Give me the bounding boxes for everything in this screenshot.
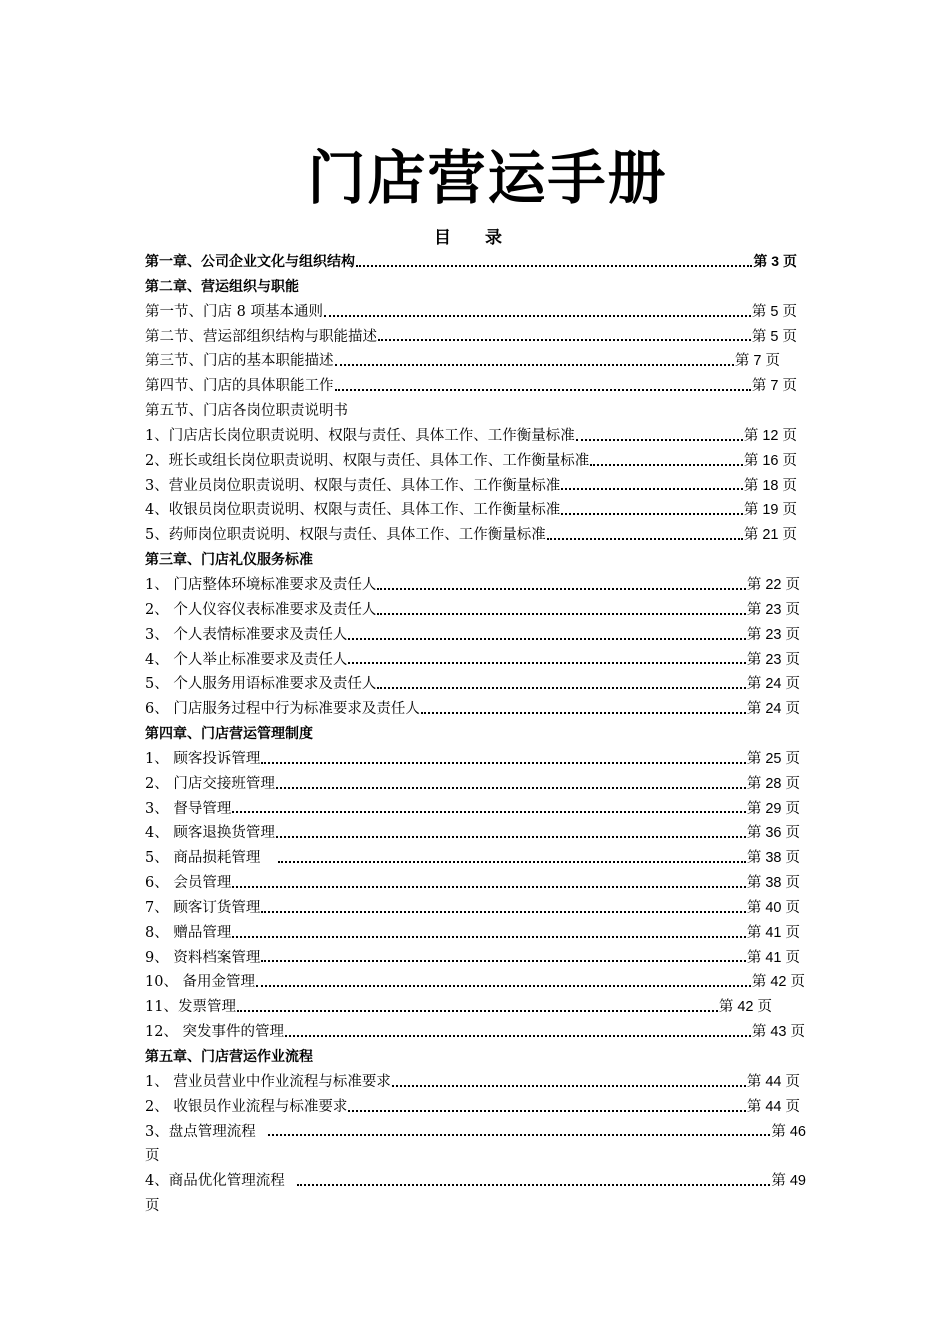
toc-page-number: 43: [766, 1024, 791, 1041]
toc-leader-dots: [268, 1134, 771, 1136]
toc-entry[interactable]: [145, 747, 800, 772]
toc-page-number: 38: [761, 850, 786, 867]
toc-page-number: 42: [766, 974, 791, 991]
toc-page-number: 23: [761, 626, 786, 643]
toc-entry-label: 1、门店店长岗位职责说明、权限与责任、具体工作、工作衡量标准: [145, 427, 575, 444]
toc-entry-label: 2、 个人仪容仪表标准要求及责任人: [145, 601, 377, 618]
toc-entry-label: 4、商品优化管理流程: [145, 1173, 285, 1190]
toc-entry[interactable]: [145, 797, 800, 822]
toc-leader-dots: [590, 464, 743, 466]
toc-page-number: 21: [758, 527, 783, 544]
toc-page-number: 42: [733, 999, 758, 1016]
toc-page-number: 22: [761, 576, 786, 593]
toc-entry-label: 2、 收银员作业流程与标准要求: [145, 1098, 348, 1115]
toc-entry[interactable]: [145, 1169, 806, 1194]
toc-entry[interactable]: [145, 598, 800, 623]
toc-page-ref: 第 22 页: [746, 576, 800, 593]
toc-leader-dots: [377, 687, 745, 689]
toc-page-number: 46: [785, 1123, 806, 1140]
toc-entry[interactable]: [145, 672, 800, 697]
toc-leader-dots: [256, 985, 751, 987]
toc-entry[interactable]: [145, 300, 797, 325]
toc-entry[interactable]: [145, 648, 800, 673]
toc-page-ref: 第 38 页: [746, 875, 800, 892]
toc-page-ref: 第 12 页: [743, 427, 797, 444]
toc-leader-dots: [576, 439, 743, 441]
toc-leader-dots: [561, 488, 743, 490]
toc-entry[interactable]: [145, 523, 797, 548]
toc-entry-label: 第五章、门店营运作业流程: [145, 1049, 313, 1065]
toc-entry[interactable]: [145, 325, 797, 350]
toc-leader-dots: [232, 936, 745, 938]
toc-entry-label: 3、营业员岗位职责说明、权限与责任、具体工作、工作衡量标准: [145, 477, 561, 494]
toc-leader-dots: [561, 513, 743, 515]
toc-leader-dots: [237, 1010, 718, 1012]
toc-entry-label: 3、 个人表情标准要求及责任人: [145, 626, 348, 643]
toc-leader-dots: [261, 911, 745, 913]
toc-entry[interactable]: [145, 946, 800, 971]
toc-page-number: 24: [761, 701, 786, 718]
toc-leader-dots: [421, 712, 746, 714]
toc-leader-dots: [276, 836, 746, 838]
toc-entry-label: 2、 门店交接班管理: [145, 775, 275, 792]
toc-page-number: 41: [761, 949, 786, 966]
toc-leader-dots: [392, 1085, 746, 1087]
toc-page-ref: 第 44 页: [746, 1073, 800, 1090]
toc-entry-label: 12、 突发事件的管理: [145, 1024, 285, 1041]
toc-leader-dots: [261, 762, 745, 764]
toc-entry-label: 6、 会员管理: [145, 875, 232, 892]
toc-page-number: 7: [766, 378, 783, 395]
toc-page-number: 25: [761, 750, 786, 767]
toc-entry-label: 5、 商品损耗管理: [145, 850, 261, 867]
toc-page-ref: 第 23 页: [746, 626, 800, 643]
toc-entry-label: 8、 赠品管理: [145, 924, 232, 941]
toc-entry[interactable]: [145, 970, 805, 995]
document-title: 门店营运手册: [307, 144, 668, 212]
toc-page-number: 5: [766, 328, 783, 345]
toc-page-number: 16: [758, 452, 783, 469]
toc-page-number: 23: [761, 601, 786, 618]
toc-page-number: 23: [761, 651, 786, 668]
toc-entry-label: 第四章、门店营运管理制度: [145, 726, 313, 743]
toc-entry[interactable]: [145, 995, 772, 1020]
toc-entry[interactable]: [145, 772, 800, 797]
toc-page-ref: 第 41 页: [746, 924, 800, 941]
toc-entry-label: 第三章、门店礼仪服务标准: [145, 552, 313, 569]
toc-page-number: 3: [767, 253, 783, 269]
toc-entry[interactable]: [145, 623, 800, 648]
toc-page-ref: 第 18 页: [743, 477, 797, 494]
toc-leader-dots: [285, 1035, 751, 1037]
toc-page-ref: 第 23 页: [746, 601, 800, 618]
toc-page-number: 24: [761, 676, 786, 693]
toc-page-ref: 第 49: [771, 1173, 806, 1190]
toc-entry-label: 第一章、公司企业文化与组织结构: [145, 254, 355, 270]
toc-chapter-entry[interactable]: [145, 722, 810, 747]
toc-entry[interactable]: [145, 871, 800, 896]
toc-entry-label: 4、 个人举止标准要求及责任人: [145, 651, 348, 668]
toc-page-number: 41: [761, 924, 786, 941]
toc-entry[interactable]: [145, 1020, 805, 1045]
toc-page-ref: 第 38 页: [746, 850, 800, 867]
toc-entry-label: 7、 顾客订货管理: [145, 899, 261, 916]
toc-entry[interactable]: [145, 349, 780, 374]
toc-leader-dots: [232, 886, 745, 888]
toc-page-number: 36: [761, 825, 786, 842]
toc-chapter-entry[interactable]: [145, 1045, 810, 1070]
toc-leader-dots: [261, 960, 745, 962]
toc-entry-label: 第二章、营运组织与职能: [145, 278, 299, 295]
toc-entry[interactable]: [145, 573, 800, 598]
toc-entry-label: 4、收银员岗位职责说明、权限与责任、具体工作、工作衡量标准: [145, 502, 561, 519]
toc-entry[interactable]: [145, 399, 810, 424]
toc-page-number: 29: [761, 800, 786, 817]
toc-entry[interactable]: [145, 846, 800, 871]
toc-page-ref: 第 44 页: [746, 1098, 800, 1115]
toc-page-number: 40: [761, 899, 786, 916]
toc-page-ref: 第 3 页: [753, 253, 797, 270]
toc-entry-label: 3、 督导管理: [145, 800, 232, 817]
toc-entry[interactable]: [145, 474, 797, 499]
toc-page-ref: 第 29 页: [746, 800, 800, 817]
toc-leader-dots: [356, 265, 752, 267]
toc-page-number: 7: [749, 353, 766, 370]
toc-entry-label: 2、班长或组长岗位职责说明、权限与责任、具体工作、工作衡量标准: [145, 452, 590, 469]
toc-page-ref: 第 43 页: [751, 1024, 805, 1041]
toc-page-number: 44: [761, 1098, 786, 1115]
toc-leader-dots: [297, 1184, 771, 1186]
toc-entry[interactable]: [145, 1070, 800, 1095]
toc-entry-label: 第二节、营运部组织结构与职能描述: [145, 328, 377, 345]
toc-heading: 目 录: [434, 228, 516, 248]
toc-page-suffix: 页: [145, 1198, 160, 1215]
toc-chapter-entry[interactable]: [145, 250, 797, 275]
toc-page-ref: 第 21 页: [743, 527, 797, 544]
toc-leader-dots: [547, 538, 743, 540]
toc-page-ref: 第 7 页: [734, 353, 780, 370]
toc-entry-label: 第四节、门店的具体职能工作: [145, 378, 334, 395]
toc-entry-label: 第五节、门店各岗位职责说明书: [145, 403, 348, 420]
toc-entry-label: 1、 营业员营业中作业流程与标准要求: [145, 1073, 391, 1090]
toc-page-ref: 第 5 页: [751, 303, 797, 320]
toc-page-suffix: 页: [145, 1148, 160, 1165]
toc-entry[interactable]: [145, 921, 800, 946]
toc-entry-label: 第三节、门店的基本职能描述: [145, 353, 334, 370]
toc-page-number: 38: [761, 875, 786, 892]
toc-entry[interactable]: [145, 498, 797, 523]
toc-entry[interactable]: [145, 449, 797, 474]
toc-entry-label: 1、 门店整体环境标准要求及责任人: [145, 576, 377, 593]
toc-entry[interactable]: [145, 1120, 806, 1145]
toc-page-ref: 第 5 页: [751, 328, 797, 345]
toc-page-number: 49: [785, 1173, 806, 1190]
toc-entry[interactable]: [145, 697, 800, 722]
toc-entry[interactable]: [145, 896, 800, 921]
toc-page-ref: 第 16 页: [743, 452, 797, 469]
toc-leader-dots: [276, 787, 746, 789]
toc-page-ref: 第 46: [771, 1123, 806, 1140]
toc-page-number: 28: [761, 775, 786, 792]
toc-leader-dots: [324, 315, 751, 317]
toc-page-ref: 第 24 页: [746, 701, 800, 718]
toc-leader-dots: [348, 638, 745, 640]
toc-page-number: 19: [758, 502, 783, 519]
toc-leader-dots: [232, 811, 745, 813]
toc-entry-label: 5、 个人服务用语标准要求及责任人: [145, 676, 377, 693]
toc-entry[interactable]: [145, 1095, 800, 1120]
toc-entry-label: 6、 门店服务过程中行为标准要求及责任人: [145, 701, 420, 718]
toc-entry[interactable]: [145, 821, 800, 846]
toc-page-ref: 第 24 页: [746, 676, 800, 693]
toc-entry-label: 第一节、门店 8 项基本通则: [145, 303, 323, 320]
toc-page-ref: 第 23 页: [746, 651, 800, 668]
table-of-contents: [145, 250, 810, 1219]
toc-chapter-entry[interactable]: [145, 548, 810, 573]
toc-leader-dots: [335, 364, 734, 366]
toc-page-number: 12: [758, 427, 783, 444]
toc-chapter-entry[interactable]: [145, 275, 810, 300]
toc-page-ref: 第 42 页: [718, 999, 772, 1016]
toc-page-number: 5: [766, 303, 783, 320]
toc-page-ref: 第 28 页: [746, 775, 800, 792]
toc-entry[interactable]: [145, 374, 797, 399]
toc-page-ref: 第 41 页: [746, 949, 800, 966]
toc-page-ref: 第 42 页: [751, 974, 805, 991]
toc-entry-label: 5、药师岗位职责说明、权限与责任、具体工作、工作衡量标准: [145, 527, 546, 544]
toc-entry-label: 11、发票管理: [145, 999, 236, 1016]
toc-page-ref: 第 7 页: [751, 378, 797, 395]
toc-entry-label: 3、盘点管理流程: [145, 1123, 256, 1140]
toc-leader-dots: [377, 613, 745, 615]
toc-leader-dots: [377, 588, 745, 590]
toc-page-number: 18: [758, 477, 783, 494]
toc-page-ref: 第 40 页: [746, 899, 800, 916]
toc-page-ref: 第 36 页: [746, 825, 800, 842]
toc-leader-dots: [278, 861, 745, 863]
toc-leader-dots: [335, 389, 751, 391]
toc-entry-label: 1、 顾客投诉管理: [145, 750, 261, 767]
toc-page-ref: 第 19 页: [743, 502, 797, 519]
toc-leader-dots: [348, 662, 745, 664]
toc-leader-dots: [378, 339, 751, 341]
toc-entry-label: 9、 资料档案管理: [145, 949, 261, 966]
toc-page-number: 44: [761, 1073, 786, 1090]
toc-leader-dots: [348, 1110, 745, 1112]
toc-entry-label: 4、 顾客退换货管理: [145, 825, 275, 842]
toc-entry[interactable]: [145, 424, 797, 449]
toc-entry-label: 10、 备用金管理: [145, 974, 256, 991]
toc-page-ref: 第 25 页: [746, 750, 800, 767]
